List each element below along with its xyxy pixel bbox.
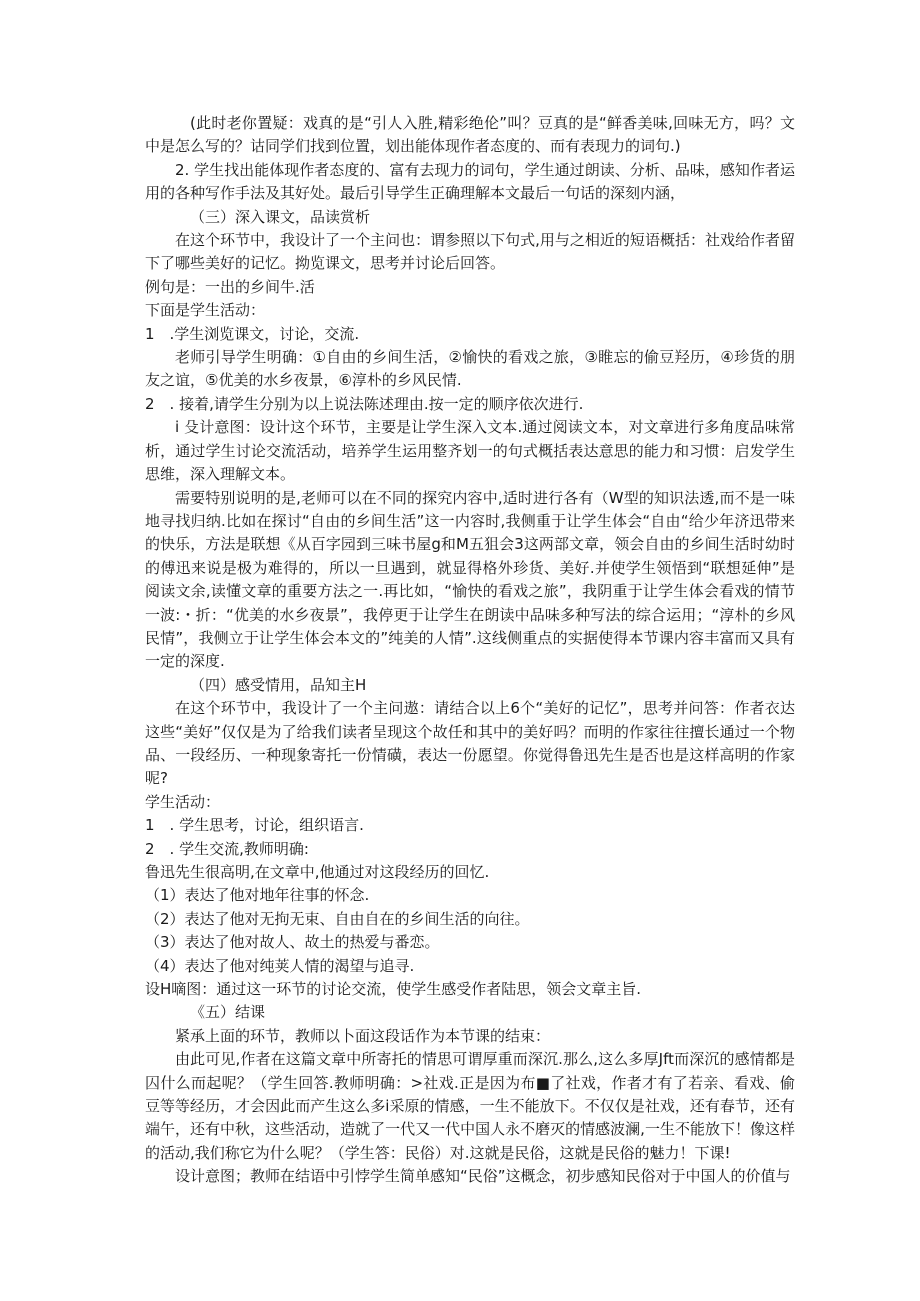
paragraph: 设计意图；教师在结语中引悖学生简单感知“民俗”这概念，初步感知民俗对于中国人的价值与: [175, 1167, 791, 1186]
paragraph: 鲁迅先生很高明,在文章中,他通过对这段经历的回忆.: [145, 863, 490, 881]
paragraph: 需要特别说明的是,老师可以在不同的探究内容中,适时进行各有（W型的知识法透,而不是一味地寻找归纳.比如在探讨“自由的乡间生活”这一内容时,我侧重于让学生体会“自由“给少年济迅带来的快乐，方法是联想《从百字园到三味书屋g和M五狙会3这两部文章，领会自由的乡间生活时幼时的傅迅来说是极为难得的，所以一旦遇到，就显得格外珍货、美好.并使学生领悟到“联想延伸”是阅读文余,读懂文章的重要方法之一.再比如，“愉快的看戏之旅”，我阴重于让学生体会看戏的情节一波:・折：“优美的水乡夜景”，我停更于让学生在朗读中品味多种写法的综合运用；“淳朴的乡风民情”，我侧立于让学生体会本文的”纯美的人情”.这线侧重点的实据使得本节课内容丰富而又具有一定的深度.: [145, 488, 795, 671]
paragraph: 下面是学生活动：: [145, 301, 266, 320]
paragraph: 在这个环节中，我设计了一个主问也：谓参照以下句式,用与之相近的短语概括：社戏给作者留下了哪些美好的记忆。拗览课文，思考并讨论后回答。: [145, 231, 795, 273]
paragraph: (此时老你置疑：戏真的是“引人入胜,精彩绝伦”叫？豆真的是“鲜香美味,回味无方，吗？文中是怎么写的？诂同学们找到位置，划出能体现作者态度的、而有表现力的词句.): [145, 114, 795, 156]
section-heading: （四）感受情用，品知主H: [190, 675, 367, 694]
list-item: （1）表达了他对地年往事的怀念.: [145, 886, 370, 905]
paragraph: 例句是：一出的乡间牛.活: [145, 277, 315, 296]
document-body: [145, 112, 795, 1189]
paragraph: 紧承上面的环节，教师以卜面这段话作为本节课的结束：: [175, 1026, 551, 1045]
list-item: 2 . 接着,请学生分别为以上说法陈述理由.按一定的顺序依次进行.: [145, 394, 584, 413]
paragraph: 学生活动：: [145, 792, 221, 811]
paragraph: 在这个环节中，我设计了一个主问遨：请结合以上6个“美好的记忆”，思考并问答：作者衣达这些“美好”仅仅是为了给我们读者呈现这个故任和其中的美好吗？而明的作家往往擅长通过一个物品、一段经历、一种现象寄托一份情磺，表达一份愿望。你觉得鲁迅先生是否也是这样高明的作家呢?: [145, 699, 795, 788]
section-heading: （三）深入课文，品读赏析: [190, 207, 371, 226]
paragraph: 由此可见,作者在这篇文章中所寄托的情思可谓厚重而深沉.那么,这么多厚Jft而深沉的感情都是囚什么而起呢？（学生回答.教师明确：>社戏.正是因为布■了社戏，作者才有了若亲、看戏、偷豆等等经历，才会因此而产生这么多i采原的情感，一生不能放下。不仅仅是社戏，还有春节，还有端午，还有中秋，这些活动，造就了一代又一代中国人永不磨灭的情感波澜,一生不能放下！像这样的活动,我们称它为什么呢？（学生答：民俗）对.这就是民俗，这就是民俗的魅力！下课!: [145, 1050, 795, 1162]
list-item: 1 .学生浏览课文，讨论，交流.: [145, 324, 360, 343]
list-item: （3）表达了他对故人、故土的热爱与番恋。: [145, 933, 440, 952]
paragraph: 老师引导学生明确：①自由的乡间生活，②愉快的看戏之旅，③睢忘的偷豆羟历，④珍货的朋友之谊，⑤优美的水乡夜景，⑥淳朴的乡风民情.: [145, 348, 795, 390]
paragraph: 2. 学生找出能体现作者态度的、富有去现力的词句，学生通过朗读、分析、品味，感知作者运用的各种写作手法及其好处。最后引导学生正确理解本文最后一句话的深刻内涵，: [145, 160, 795, 203]
list-item: （4）表达了他对纯荚人情的渴望与追寻.: [145, 956, 415, 975]
section-heading: 《五）结课: [190, 1003, 266, 1022]
paragraph: i 殳计意图：设计这个环节，主要是让学生深入文本.通过阅读文本，对文章进行多角度品味常析，通过学生讨论交流活动，培养学生运用整齐划一的句式概括表达意思的能力和习惯：启发学生思维，深入理解文本。: [145, 418, 795, 484]
list-item: 1 . 学生思考，讨论，组织语言.: [145, 816, 364, 835]
paragraph: 设H嘀图：通过这一环节的讨论交流，使学生感受作者陆思，领会文章主旨.: [145, 980, 642, 999]
list-item: （2）表达了他对无拘无束、自由自在的乡间生活的向往。: [145, 909, 530, 928]
list-item: 2 . 学生交流,教师明确:: [145, 839, 309, 858]
